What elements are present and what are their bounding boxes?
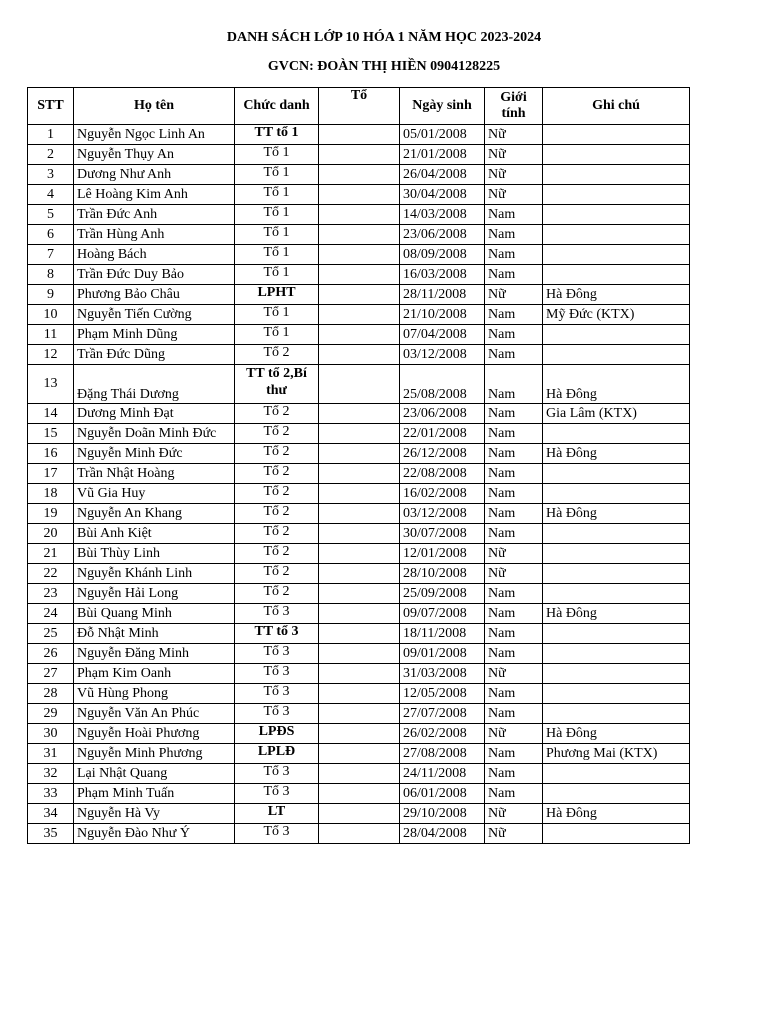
cell-dob: 27/08/2008	[400, 744, 485, 764]
cell-stt: 2	[28, 145, 74, 165]
cell-gender: Nữ	[485, 125, 543, 145]
cell-stt: 16	[28, 444, 74, 464]
cell-stt: 4	[28, 185, 74, 205]
cell-gender: Nam	[485, 704, 543, 724]
cell-stt: 22	[28, 564, 74, 584]
cell-group	[319, 524, 400, 544]
cell-role: Tổ 2	[235, 444, 319, 464]
table-row	[28, 584, 690, 604]
cell-group	[319, 444, 400, 464]
table-row	[28, 125, 690, 145]
cell-gender: Nữ	[485, 804, 543, 824]
cell-note	[543, 245, 690, 265]
cell-dob: 28/10/2008	[400, 564, 485, 584]
cell-name: Trần Hùng Anh	[74, 225, 235, 245]
cell-note	[543, 125, 690, 145]
cell-stt: 15	[28, 424, 74, 444]
cell-gender: Nữ	[485, 564, 543, 584]
cell-note	[543, 584, 690, 604]
cell-group	[319, 185, 400, 205]
cell-group	[319, 784, 400, 804]
cell-name: Hoàng Bách	[74, 245, 235, 265]
cell-note	[543, 265, 690, 285]
cell-stt: 23	[28, 584, 74, 604]
cell-name: Lê Hoàng Kim Anh	[74, 185, 235, 205]
cell-gender: Nữ	[485, 544, 543, 564]
cell-dob: 12/05/2008	[400, 684, 485, 704]
table-row	[28, 764, 690, 784]
cell-note: Gia Lâm (KTX)	[543, 404, 690, 424]
cell-group	[319, 225, 400, 245]
cell-group	[319, 464, 400, 484]
cell-role: TT tổ 3	[235, 624, 319, 644]
cell-dob: 18/11/2008	[400, 624, 485, 644]
table-row	[28, 345, 690, 365]
cell-group	[319, 165, 400, 185]
cell-group	[319, 365, 400, 404]
cell-role: LPLĐ	[235, 744, 319, 764]
cell-group	[319, 145, 400, 165]
table-row	[28, 804, 690, 824]
cell-role: LPHT	[235, 285, 319, 305]
cell-name: Đỗ Nhật Minh	[74, 624, 235, 644]
cell-stt: 29	[28, 704, 74, 724]
cell-stt: 26	[28, 644, 74, 664]
cell-stt: 12	[28, 345, 74, 365]
cell-gender: Nam	[485, 624, 543, 644]
table-row	[28, 564, 690, 584]
cell-dob: 23/06/2008	[400, 225, 485, 245]
table-row	[28, 684, 690, 704]
cell-dob: 07/04/2008	[400, 325, 485, 345]
cell-group	[319, 424, 400, 444]
cell-role: Tổ 1	[235, 265, 319, 285]
cell-note	[543, 664, 690, 684]
cell-name: Phạm Minh Tuấn	[74, 784, 235, 804]
cell-name: Trần Đức Duy Bảo	[74, 265, 235, 285]
cell-group	[319, 564, 400, 584]
cell-note	[543, 165, 690, 185]
cell-gender: Nam	[485, 404, 543, 424]
cell-role: Tổ 2	[235, 484, 319, 504]
cell-stt: 33	[28, 784, 74, 804]
table-row	[28, 145, 690, 165]
cell-role: Tổ 2	[235, 464, 319, 484]
cell-name: Nguyễn Ngọc Linh An	[74, 125, 235, 145]
cell-name: Phạm Minh Dũng	[74, 325, 235, 345]
cell-name: Nguyễn Đào Như Ý	[74, 824, 235, 844]
cell-stt: 5	[28, 205, 74, 225]
cell-stt: 11	[28, 325, 74, 345]
cell-group	[319, 345, 400, 365]
column-header-dob: Ngày sinh	[400, 88, 485, 125]
cell-name: Trần Đức Dũng	[74, 345, 235, 365]
cell-note	[543, 824, 690, 844]
cell-note	[543, 205, 690, 225]
cell-group	[319, 644, 400, 664]
cell-note: Hà Đông	[543, 724, 690, 744]
cell-note: Hà Đông	[543, 804, 690, 824]
cell-stt: 20	[28, 524, 74, 544]
cell-note	[543, 464, 690, 484]
cell-stt: 31	[28, 744, 74, 764]
homeroom-teacher-line: GVCN: ĐOÀN THỊ HIỀN 0904128225	[267, 59, 501, 74]
table-row	[28, 225, 690, 245]
cell-group	[319, 125, 400, 145]
cell-role: TT tổ 1	[235, 125, 319, 145]
cell-gender: Nữ	[485, 185, 543, 205]
cell-gender: Nam	[485, 265, 543, 285]
cell-note	[543, 544, 690, 564]
cell-role: Tổ 2	[235, 424, 319, 444]
cell-dob: 22/08/2008	[400, 464, 485, 484]
cell-gender: Nam	[485, 684, 543, 704]
cell-gender: Nam	[485, 644, 543, 664]
cell-note	[543, 325, 690, 345]
table-row	[28, 245, 690, 265]
cell-name: Nguyễn An Khang	[74, 504, 235, 524]
cell-role: Tổ 2	[235, 564, 319, 584]
cell-name: Dương Minh Đạt	[74, 404, 235, 424]
cell-note: Hà Đông	[543, 504, 690, 524]
cell-group	[319, 804, 400, 824]
table-row	[28, 544, 690, 564]
cell-gender: Nam	[485, 245, 543, 265]
cell-group	[319, 245, 400, 265]
cell-group	[319, 325, 400, 345]
cell-note: Phương Mai (KTX)	[543, 744, 690, 764]
cell-name: Vũ Gia Huy	[74, 484, 235, 504]
cell-dob: 08/09/2008	[400, 245, 485, 265]
cell-dob: 12/01/2008	[400, 544, 485, 564]
table-row	[28, 724, 690, 744]
cell-dob: 05/01/2008	[400, 125, 485, 145]
cell-role: Tổ 2	[235, 345, 319, 365]
cell-role: Tổ 1	[235, 245, 319, 265]
cell-name: Bùi Anh Kiệt	[74, 524, 235, 544]
table-row	[28, 604, 690, 624]
table-header-row	[28, 88, 690, 125]
table-row	[28, 205, 690, 225]
cell-group	[319, 584, 400, 604]
cell-stt: 21	[28, 544, 74, 564]
cell-role: Tổ 3	[235, 604, 319, 624]
cell-dob: 26/12/2008	[400, 444, 485, 464]
column-header-name: Họ tên	[74, 88, 235, 125]
cell-gender: Nữ	[485, 824, 543, 844]
cell-role: Tổ 1	[235, 225, 319, 245]
cell-name: Phương Bảo Châu	[74, 285, 235, 305]
cell-gender: Nam	[485, 604, 543, 624]
cell-gender: Nam	[485, 225, 543, 245]
cell-name: Phạm Kim Oanh	[74, 664, 235, 684]
cell-stt: 9	[28, 285, 74, 305]
table-row	[28, 165, 690, 185]
document-title: DANH SÁCH LỚP 10 HÓA 1 NĂM HỌC 2023-2024	[226, 30, 542, 45]
cell-dob: 25/08/2008	[400, 365, 485, 404]
cell-group	[319, 824, 400, 844]
cell-group	[319, 484, 400, 504]
cell-name: Nguyễn Minh Phương	[74, 744, 235, 764]
cell-note: Hà Đông	[543, 285, 690, 305]
cell-dob: 09/07/2008	[400, 604, 485, 624]
cell-dob: 28/04/2008	[400, 824, 485, 844]
cell-note: Hà Đông	[543, 444, 690, 464]
cell-stt: 27	[28, 664, 74, 684]
cell-group	[319, 724, 400, 744]
cell-note	[543, 345, 690, 365]
cell-gender: Nam	[485, 205, 543, 225]
table-row	[28, 744, 690, 764]
cell-stt: 3	[28, 165, 74, 185]
cell-gender: Nam	[485, 524, 543, 544]
cell-name: Nguyễn Đăng Minh	[74, 644, 235, 664]
cell-group	[319, 285, 400, 305]
cell-name: Bùi Quang Minh	[74, 604, 235, 624]
cell-name: Nguyễn Hoài Phương	[74, 724, 235, 744]
cell-group	[319, 544, 400, 564]
column-header-role: Chức danh	[235, 88, 319, 125]
cell-name: Nguyễn Khánh Linh	[74, 564, 235, 584]
table-row	[28, 824, 690, 844]
cell-role: TT tổ 2,Bí thư	[235, 365, 319, 404]
cell-dob: 29/10/2008	[400, 804, 485, 824]
cell-dob: 06/01/2008	[400, 784, 485, 804]
table-row	[28, 365, 690, 404]
cell-group	[319, 265, 400, 285]
cell-dob: 24/11/2008	[400, 764, 485, 784]
cell-gender: Nam	[485, 365, 543, 404]
cell-stt: 10	[28, 305, 74, 325]
cell-dob: 31/03/2008	[400, 664, 485, 684]
column-header-gender: Giới tính	[485, 88, 543, 125]
column-header-note: Ghi chú	[543, 88, 690, 125]
cell-name: Nguyễn Hải Long	[74, 584, 235, 604]
cell-gender: Nam	[485, 444, 543, 464]
cell-name: Nguyễn Doãn Minh Đức	[74, 424, 235, 444]
cell-group	[319, 305, 400, 325]
table-row	[28, 484, 690, 504]
table-row	[28, 424, 690, 444]
cell-dob: 23/06/2008	[400, 404, 485, 424]
cell-gender: Nữ	[485, 724, 543, 744]
cell-role: Tổ 2	[235, 504, 319, 524]
cell-name: Trần Nhật Hoàng	[74, 464, 235, 484]
cell-gender: Nam	[485, 484, 543, 504]
cell-name: Nguyễn Văn An Phúc	[74, 704, 235, 724]
cell-stt: 24	[28, 604, 74, 624]
cell-stt: 30	[28, 724, 74, 744]
cell-dob: 25/09/2008	[400, 584, 485, 604]
cell-gender: Nam	[485, 784, 543, 804]
cell-role: Tổ 2	[235, 524, 319, 544]
cell-gender: Nữ	[485, 664, 543, 684]
cell-gender: Nam	[485, 325, 543, 345]
cell-note: Hà Đông	[543, 365, 690, 404]
cell-stt: 19	[28, 504, 74, 524]
cell-role: Tổ 1	[235, 205, 319, 225]
cell-stt: 32	[28, 764, 74, 784]
cell-name: Trần Đức Anh	[74, 205, 235, 225]
cell-dob: 09/01/2008	[400, 644, 485, 664]
cell-gender: Nam	[485, 305, 543, 325]
cell-note	[543, 225, 690, 245]
cell-stt: 28	[28, 684, 74, 704]
cell-stt: 25	[28, 624, 74, 644]
cell-gender: Nam	[485, 345, 543, 365]
cell-group	[319, 404, 400, 424]
table-row	[28, 325, 690, 345]
cell-stt: 17	[28, 464, 74, 484]
cell-dob: 16/02/2008	[400, 484, 485, 504]
cell-name: Đặng Thái Dương	[74, 365, 235, 404]
cell-dob: 03/12/2008	[400, 504, 485, 524]
cell-group	[319, 684, 400, 704]
cell-gender: Nữ	[485, 145, 543, 165]
cell-note	[543, 424, 690, 444]
cell-stt: 18	[28, 484, 74, 504]
cell-group	[319, 504, 400, 524]
cell-stt: 35	[28, 824, 74, 844]
cell-note: Hà Đông	[543, 604, 690, 624]
cell-stt: 13	[28, 365, 74, 404]
cell-stt: 34	[28, 804, 74, 824]
table-row	[28, 664, 690, 684]
table-row	[28, 504, 690, 524]
cell-note	[543, 524, 690, 544]
table-row	[28, 305, 690, 325]
cell-note	[543, 624, 690, 644]
cell-role: Tổ 2	[235, 544, 319, 564]
cell-note	[543, 145, 690, 165]
cell-role: LPĐS	[235, 724, 319, 744]
cell-note	[543, 644, 690, 664]
cell-role: Tổ 3	[235, 644, 319, 664]
cell-dob: 03/12/2008	[400, 345, 485, 365]
cell-group	[319, 664, 400, 684]
cell-gender: Nam	[485, 584, 543, 604]
cell-role: Tổ 2	[235, 404, 319, 424]
cell-role: Tổ 1	[235, 185, 319, 205]
cell-dob: 21/01/2008	[400, 145, 485, 165]
cell-dob: 14/03/2008	[400, 205, 485, 225]
table-row	[28, 444, 690, 464]
table-row	[28, 624, 690, 644]
cell-name: Nguyễn Thụy An	[74, 145, 235, 165]
cell-role: Tổ 1	[235, 305, 319, 325]
cell-role: Tổ 1	[235, 165, 319, 185]
cell-gender: Nam	[485, 424, 543, 444]
cell-role: Tổ 1	[235, 325, 319, 345]
cell-note	[543, 684, 690, 704]
cell-gender: Nam	[485, 464, 543, 484]
cell-stt: 14	[28, 404, 74, 424]
cell-role: Tổ 3	[235, 704, 319, 724]
cell-role: Tổ 3	[235, 664, 319, 684]
cell-name: Vũ Hùng Phong	[74, 684, 235, 704]
cell-name: Bùi Thùy Linh	[74, 544, 235, 564]
cell-group	[319, 704, 400, 724]
cell-role: Tổ 2	[235, 584, 319, 604]
table-row	[28, 784, 690, 804]
cell-stt: 8	[28, 265, 74, 285]
cell-role: Tổ 3	[235, 764, 319, 784]
cell-note: Mỹ Đức (KTX)	[543, 305, 690, 325]
cell-role: Tổ 3	[235, 684, 319, 704]
cell-gender: Nam	[485, 764, 543, 784]
cell-name: Dương Như Anh	[74, 165, 235, 185]
table-row	[28, 265, 690, 285]
cell-role: Tổ 3	[235, 824, 319, 844]
cell-group	[319, 604, 400, 624]
cell-name: Nguyễn Minh Đức	[74, 444, 235, 464]
cell-gender: Nam	[485, 504, 543, 524]
cell-gender: Nữ	[485, 285, 543, 305]
cell-group	[319, 624, 400, 644]
table-row	[28, 185, 690, 205]
cell-dob: 30/07/2008	[400, 524, 485, 544]
cell-gender: Nam	[485, 744, 543, 764]
cell-role: LT	[235, 804, 319, 824]
cell-dob: 22/01/2008	[400, 424, 485, 444]
table-row	[28, 404, 690, 424]
table-row	[28, 464, 690, 484]
cell-note	[543, 484, 690, 504]
class-roster-table	[27, 87, 690, 844]
cell-dob: 30/04/2008	[400, 185, 485, 205]
table-body	[28, 125, 690, 844]
cell-stt: 6	[28, 225, 74, 245]
cell-note	[543, 704, 690, 724]
cell-note	[543, 784, 690, 804]
cell-group	[319, 744, 400, 764]
cell-dob: 28/11/2008	[400, 285, 485, 305]
cell-name: Nguyễn Tiến Cường	[74, 305, 235, 325]
cell-note	[543, 185, 690, 205]
cell-dob: 27/07/2008	[400, 704, 485, 724]
cell-stt: 7	[28, 245, 74, 265]
column-header-stt: STT	[28, 88, 74, 125]
column-header-group: Tổ	[319, 88, 400, 125]
cell-group	[319, 764, 400, 784]
table-row	[28, 644, 690, 664]
cell-dob: 16/03/2008	[400, 265, 485, 285]
cell-note	[543, 764, 690, 784]
cell-gender: Nữ	[485, 165, 543, 185]
cell-role: Tổ 3	[235, 784, 319, 804]
cell-note	[543, 564, 690, 584]
table-row	[28, 704, 690, 724]
cell-dob: 21/10/2008	[400, 305, 485, 325]
cell-group	[319, 205, 400, 225]
table-row	[28, 524, 690, 544]
cell-name: Nguyễn Hà Vy	[74, 804, 235, 824]
cell-stt: 1	[28, 125, 74, 145]
cell-dob: 26/04/2008	[400, 165, 485, 185]
cell-role: Tổ 1	[235, 145, 319, 165]
cell-name: Lại Nhật Quang	[74, 764, 235, 784]
cell-dob: 26/02/2008	[400, 724, 485, 744]
table-row	[28, 285, 690, 305]
